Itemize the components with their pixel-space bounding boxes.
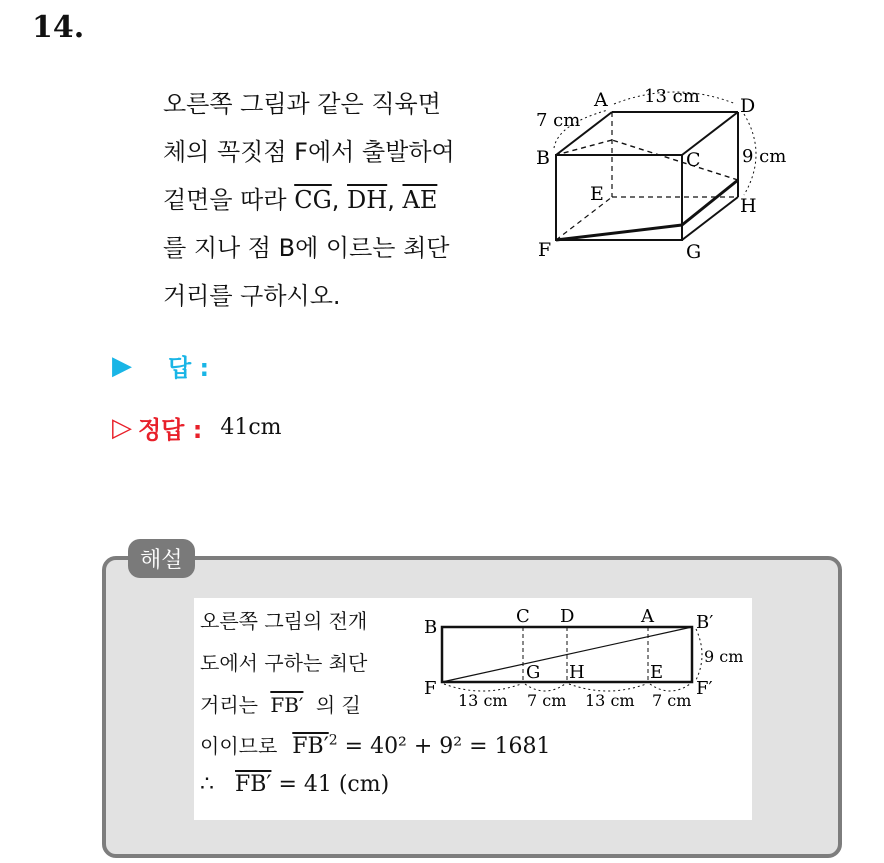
explanation-line-2: 도에서 구하는 최단	[200, 651, 368, 675]
vertex-f: F	[538, 239, 552, 261]
net-label-b: B	[424, 617, 438, 638]
vertex-h: H	[740, 195, 757, 217]
segment-cg: $\overline{CG}$	[294, 186, 332, 214]
answer-row	[112, 348, 209, 383]
dim-9cm: 9 cm	[742, 146, 787, 167]
explanation-line-3-prefix: 거리는	[200, 693, 258, 717]
net-dim-13cm-1: 13 cm	[458, 691, 508, 710]
explanation-line-3	[200, 684, 367, 726]
formula-rest: = 40² + 9² = 1681	[344, 734, 551, 759]
problem-line-2: 체의 꼭짓점 F에서 출발하여	[163, 138, 455, 166]
net-label-b-prime: B′	[696, 612, 714, 633]
therefore-symbol: ∴	[200, 772, 214, 797]
explanation-tag: 해설	[128, 539, 195, 578]
explanation-line-3-suffix: 의 길	[315, 693, 361, 717]
net-label-d: D	[560, 606, 575, 627]
net-dim-7cm-2: 7 cm	[652, 691, 692, 710]
path-f-cg	[556, 225, 682, 240]
separator: ,	[331, 186, 340, 214]
separator: ,	[387, 186, 395, 214]
segment-ae: $\overline{AE}$	[402, 186, 438, 214]
net-label-a: A	[641, 606, 654, 627]
answer-arrow-icon: ▶	[112, 350, 132, 381]
vertex-b: B	[536, 147, 550, 169]
solution-label: 정답 :	[138, 416, 203, 444]
therefore-segment: FB′	[235, 772, 272, 797]
formula-segment: FB′	[292, 734, 329, 759]
cuboid-figure	[528, 82, 798, 267]
net-figure	[414, 600, 750, 712]
therefore-line	[200, 772, 389, 797]
solution-row	[112, 410, 282, 445]
dim-13cm: 13 cm	[644, 86, 700, 107]
path-dh-ae	[612, 140, 738, 180]
net-dim-7cm-1: 7 cm	[527, 691, 567, 710]
formula-line: 이이므로 $FB'^2 = 40^2 + 9^2 = 1681$	[200, 732, 551, 759]
vertex-g: G	[686, 241, 702, 263]
dim-arc-fg	[444, 684, 521, 691]
net-label-h: H	[569, 662, 585, 683]
explanation-text	[200, 600, 367, 726]
dim-7cm: 7 cm	[536, 110, 581, 131]
net-label-g: G	[526, 662, 541, 683]
solution-value: 41cm	[220, 415, 282, 440]
problem-line-1: 오른쪽 그림과 같은 직육면	[163, 90, 441, 118]
net-label-f: F	[424, 678, 437, 699]
question-number: 14.	[32, 10, 85, 45]
problem-line-3	[163, 176, 508, 224]
explanation-line-1: 오른쪽 그림의 전개	[200, 609, 368, 633]
segment-fb-prime: FB′	[270, 693, 304, 717]
problem-line-4: 를 지나 점 B에 이르는 최단	[163, 234, 450, 262]
net-dim-13cm-2: 13 cm	[585, 691, 635, 710]
net-label-f-prime: F′	[696, 678, 713, 699]
problem-text	[163, 80, 508, 320]
vertex-c: C	[686, 149, 701, 171]
vertex-a: A	[594, 89, 608, 111]
segment-dh: $\overline{DH}$	[347, 186, 388, 214]
dim-arc-gh	[525, 684, 565, 691]
problem-line-3-prefix: 겉면을 따라	[163, 186, 287, 214]
answer-label: 답 :	[168, 354, 210, 382]
dim-arc-ef	[650, 684, 690, 691]
vertex-d: D	[740, 95, 756, 117]
dim-arc-he	[569, 684, 646, 691]
formula-prefix: 이이므로	[200, 734, 278, 758]
vertex-e: E	[590, 183, 604, 205]
net-dim-9cm: 9 cm	[704, 647, 744, 666]
dim-arc-bf	[696, 629, 702, 680]
net-label-e: E	[650, 662, 664, 683]
therefore-rest: = 41 (cm)	[278, 772, 390, 797]
problem-line-5: 거리를 구하시오.	[163, 282, 341, 310]
solution-arrow-icon: ▷	[112, 412, 132, 443]
net-label-c: C	[516, 606, 530, 627]
